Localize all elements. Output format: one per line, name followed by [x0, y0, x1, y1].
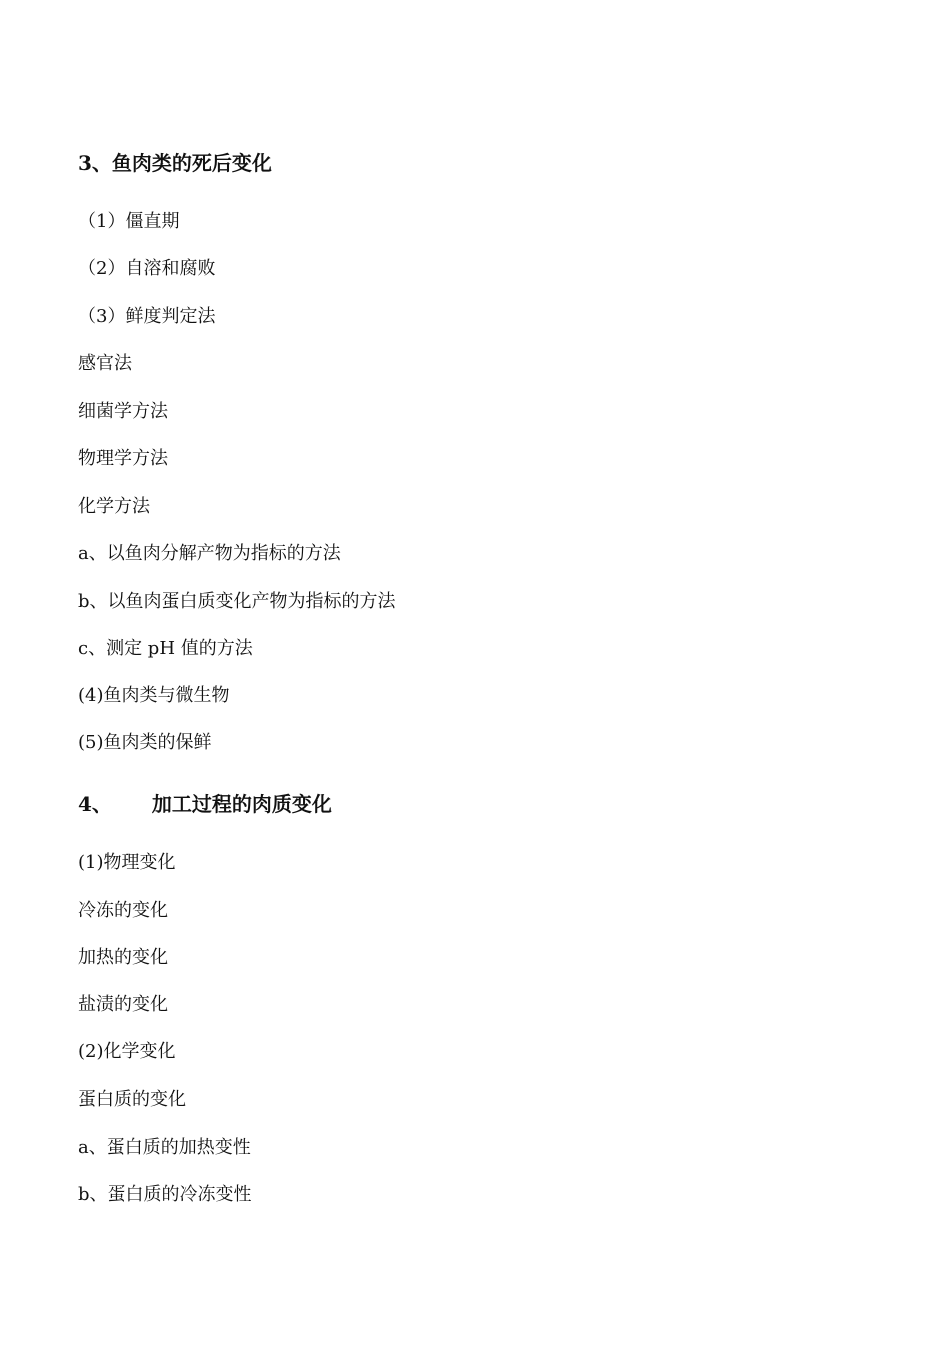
section-3-item-8: a、以鱼肉分解产物为指标的方法: [78, 543, 341, 564]
section-4-item-7: a、蛋白质的加热变性: [78, 1137, 251, 1158]
section-4-title: 加工过程的肉质变化: [151, 792, 332, 816]
section-3-item-6: 物理学方法: [78, 448, 168, 469]
section-4-number: 4、: [78, 792, 112, 816]
section-3-item-12: (5)鱼肉类的保鲜: [78, 732, 212, 753]
section-3-item-3: （3）鲜度判定法: [78, 306, 216, 327]
section-3-item-7: 化学方法: [78, 496, 150, 517]
section-4-item-3: 加热的变化: [78, 947, 168, 968]
section-4-item-4: 盐渍的变化: [78, 994, 168, 1015]
section-3-item-1: （1）僵直期: [78, 211, 180, 232]
section-4-item-5: (2)化学变化: [78, 1041, 176, 1062]
section-3-item-4: 感官法: [78, 353, 132, 374]
section-4-item-6: 蛋白质的变化: [78, 1089, 186, 1110]
section-4-item-2: 冷冻的变化: [78, 900, 168, 921]
section-4-heading: [78, 791, 332, 817]
section-3-item-9: b、以鱼肉蛋白质变化产物为指标的方法: [78, 591, 396, 612]
section-3-heading: 3、鱼肉类的死后变化: [78, 151, 272, 175]
section-3-item-10: c、测定 pH 值的方法: [78, 638, 253, 659]
section-3-item-11: (4)鱼肉类与微生物: [78, 685, 230, 706]
section-4-item-8: b、蛋白质的冷冻变性: [78, 1184, 252, 1205]
section-4-item-1: (1)物理变化: [78, 852, 176, 873]
section-3-item-5: 细菌学方法: [78, 401, 168, 422]
section-3-item-2: （2）自溶和腐败: [78, 258, 216, 279]
